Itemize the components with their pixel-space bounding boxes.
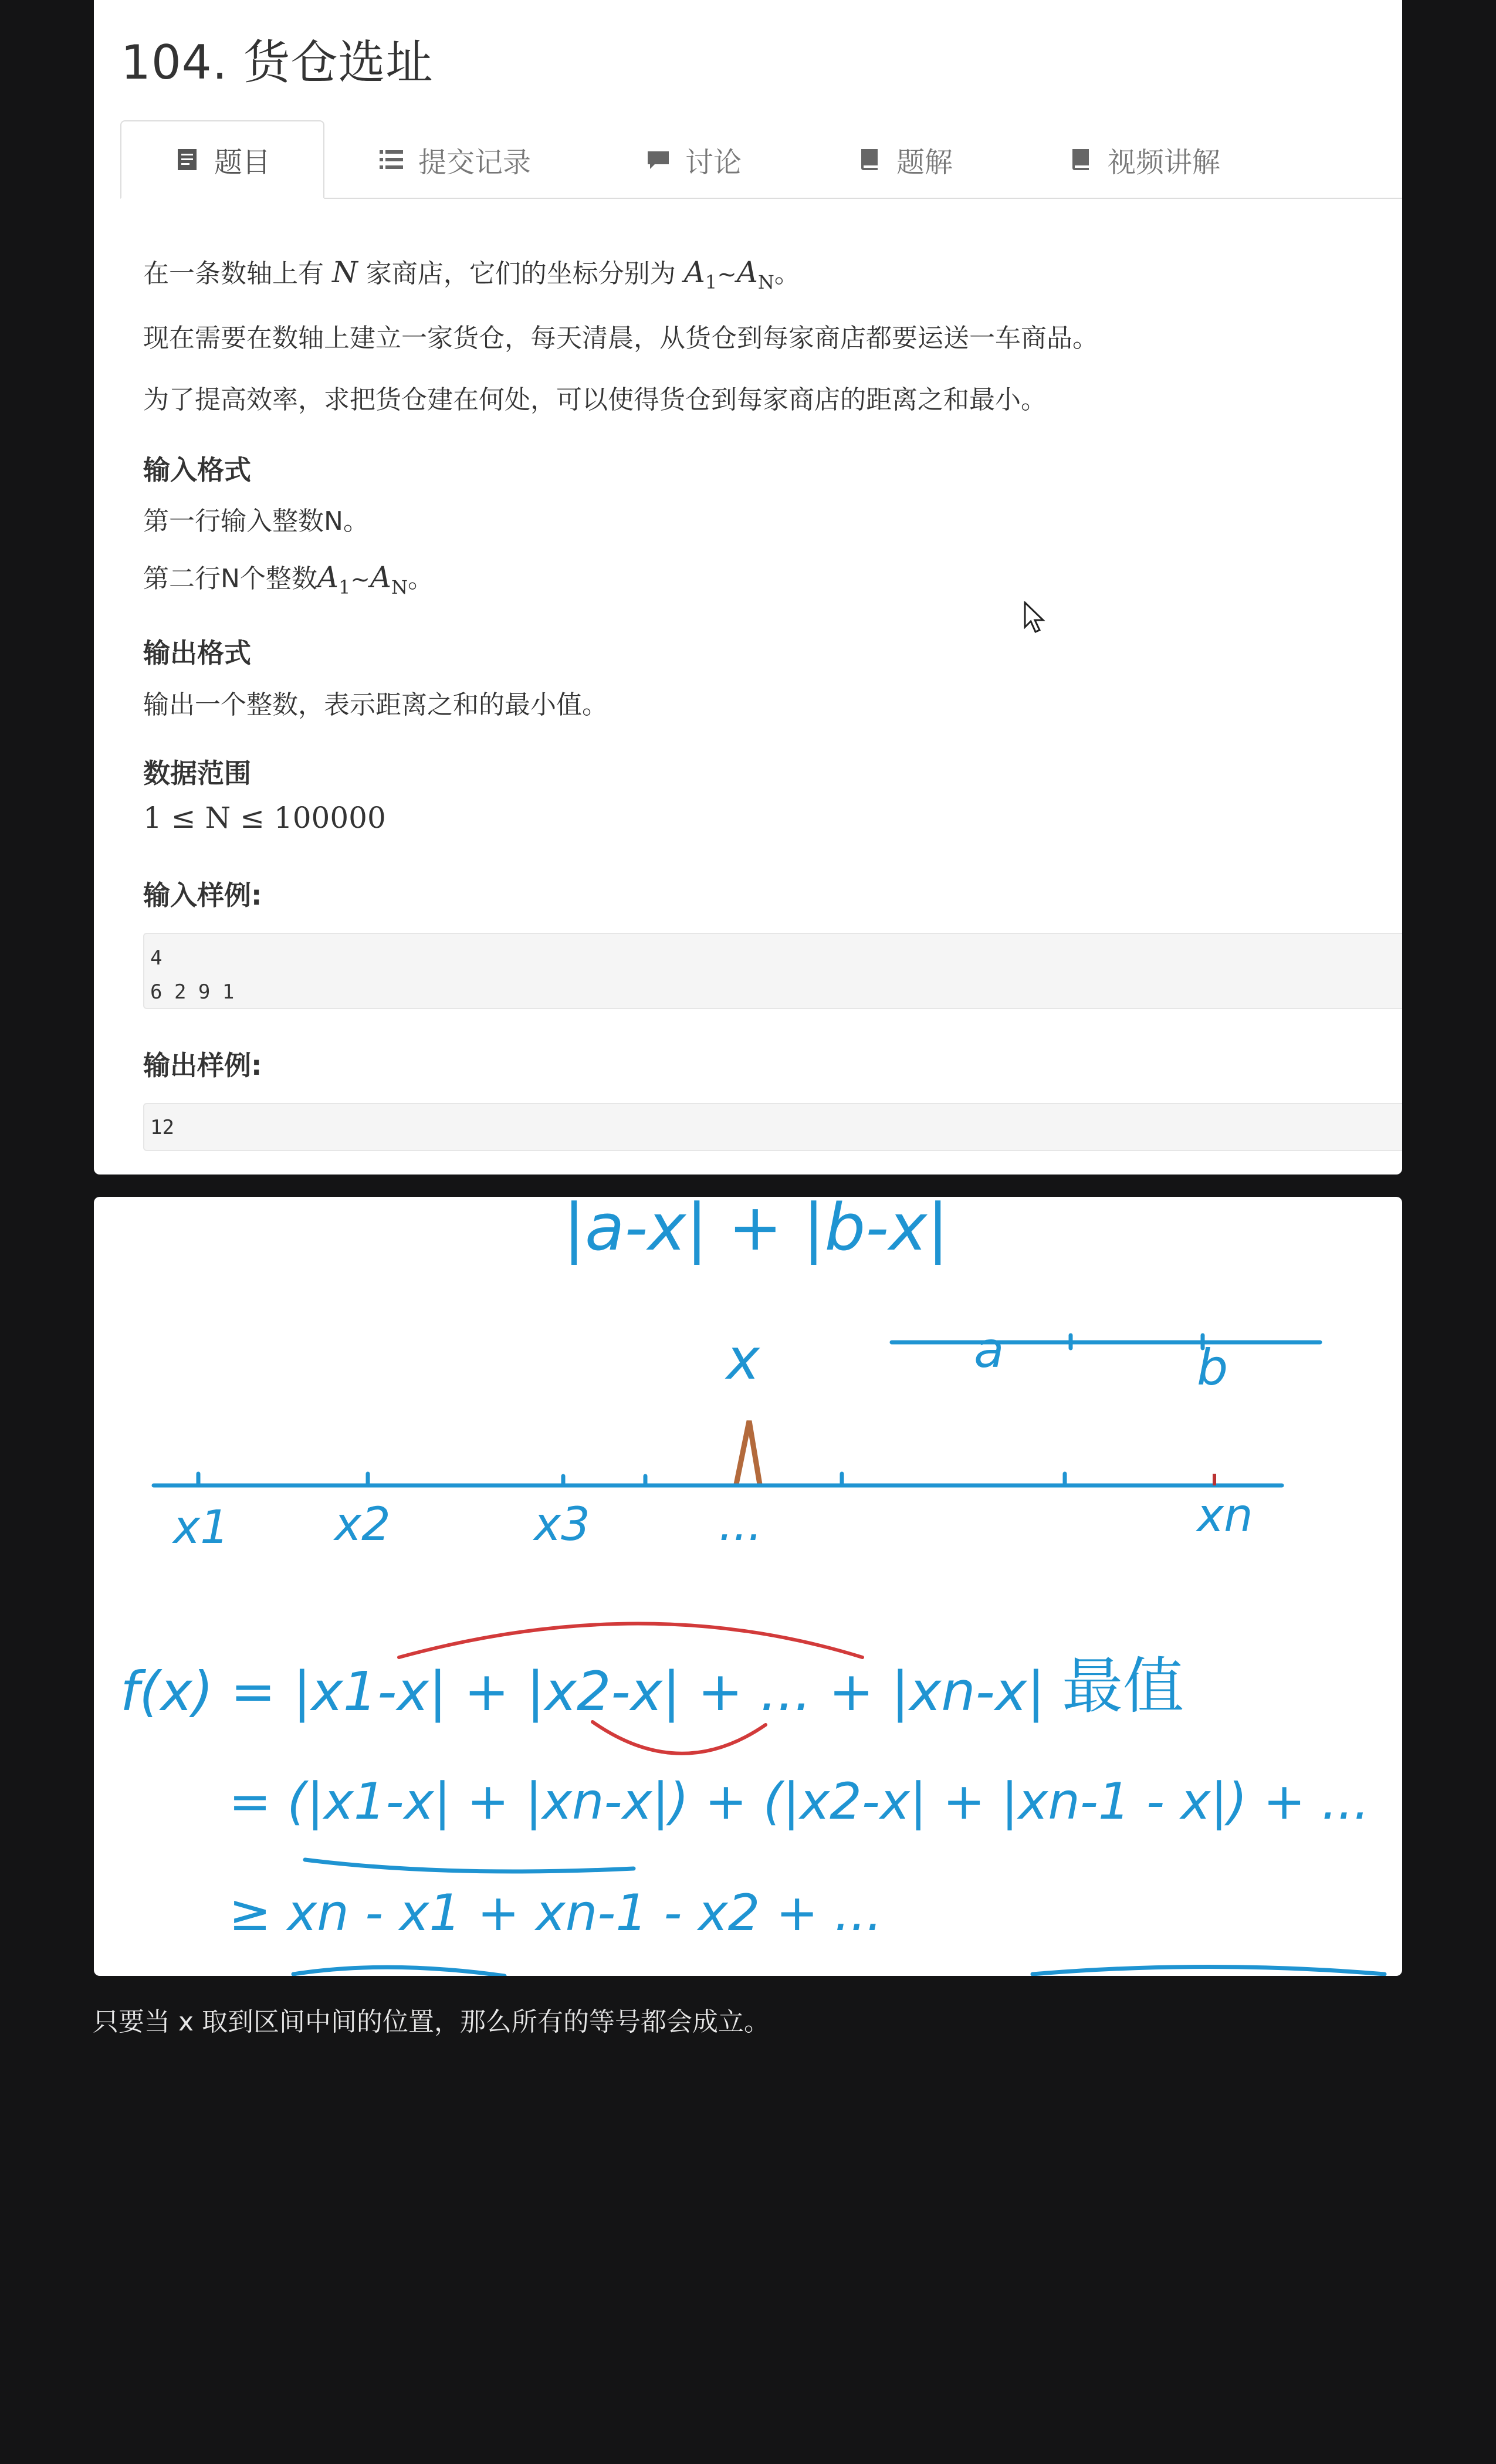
- label-a: a: [974, 1321, 1004, 1379]
- tab-video-label: 视频讲解: [1108, 145, 1221, 179]
- desc-1-b: 家商店，它们的坐标分别为: [365, 259, 676, 289]
- tab-discussion-label: 讨论: [685, 145, 742, 179]
- desc-1-end: 。: [774, 259, 800, 289]
- range-heading: 数据范围: [143, 757, 251, 789]
- tab-solutions-label: 题解: [896, 145, 953, 179]
- explanation-caption: 只要当 x 取到区间中间的位置，那么所有的等号都会成立。: [93, 2007, 770, 2037]
- underline-partial: [1033, 1967, 1385, 1975]
- x-marker-caret: [736, 1421, 760, 1484]
- input-line-1: 第一行输入整数N。: [143, 506, 369, 536]
- desc-1-range: $A_1\sim A_N$: [683, 255, 774, 293]
- tab-solutions[interactable]: [857, 120, 953, 199]
- whiteboard-drawing: [94, 1197, 1402, 1976]
- tab-problem-label: 题目: [214, 145, 270, 179]
- tab-video[interactable]: [1068, 120, 1220, 199]
- input-line-2-range: $A_1\sim A_N$: [317, 560, 408, 598]
- underline-pair-1: [305, 1860, 634, 1871]
- desc-1-n: N: [332, 255, 358, 289]
- tab-discussion[interactable]: [645, 120, 742, 199]
- sample-input-block: 4 6 2 9 1: [143, 933, 1402, 1009]
- input-format-heading: 输入格式: [143, 454, 251, 486]
- range-value: 1 ≤ N ≤ 100000: [143, 801, 386, 835]
- formula-line-1: f(x) = |x1-x| + |x2-x| + ... + |xn-x|: [120, 1660, 1045, 1723]
- description-line-2: 现在需要在数轴上建立一家货仓，每天清晨，从货仓到每家商店都要运送一车商品。: [143, 323, 1098, 353]
- output-format-heading: 输出格式: [143, 637, 251, 669]
- underline-partial: [293, 1967, 505, 1976]
- problem-tabs: [94, 120, 1402, 199]
- axis-label-x1: x1: [173, 1501, 229, 1554]
- label-b: b: [1197, 1339, 1228, 1396]
- sample-input-heading: 输入样例:: [143, 879, 262, 911]
- tab-submissions-label: 提交记录: [418, 145, 532, 179]
- input-line-2: 第二行N个整数$A_1\sim A_N$。: [143, 560, 434, 598]
- formula-line-3: ≥ xn - x1 + xn-1 - x2 + ...: [229, 1884, 883, 1942]
- comment-icon: [645, 147, 671, 172]
- axis-label-x3: x3: [534, 1498, 590, 1551]
- axis-label-dots: ...: [719, 1498, 763, 1551]
- video-book-icon: [1068, 147, 1094, 172]
- sample-output-block: 12: [143, 1103, 1402, 1151]
- problem-card: [94, 0, 1402, 1175]
- document-icon: [174, 147, 200, 172]
- whiteboard: [94, 1197, 1402, 1976]
- problem-title: 104. 货仓选址: [121, 35, 434, 90]
- red-pairing-arc-inner: [593, 1722, 766, 1754]
- tab-problem[interactable]: [120, 120, 324, 199]
- description-line-1: [143, 252, 800, 293]
- tab-submissions[interactable]: [378, 120, 531, 199]
- axis-label-xn: xn: [1197, 1490, 1253, 1542]
- red-pairing-arc-outer: [399, 1624, 862, 1658]
- list-icon: [378, 147, 404, 172]
- desc-1-a: 在一条数轴上有: [143, 259, 324, 289]
- description-line-3: 为了提高效率，求把货仓建在何处，可以使得货仓到每家商店的距离之和最小。: [143, 385, 1047, 415]
- top-formula: |a-x| + |b-x|: [563, 1197, 949, 1265]
- sample-output-heading: 输出样例:: [143, 1050, 262, 1081]
- output-line: 输出一个整数，表示距离之和的最小值。: [143, 690, 608, 720]
- mouse-cursor-icon: [1024, 601, 1047, 637]
- formula-line-1-note: 最值: [1062, 1650, 1184, 1722]
- label-x: x: [726, 1326, 760, 1392]
- book-icon: [857, 147, 882, 172]
- formula-line-2: = (|x1-x| + |xn-x|) + (|x2-x| + |xn-1 - x|) + ...: [229, 1772, 1370, 1831]
- axis-label-x2: x2: [334, 1498, 391, 1551]
